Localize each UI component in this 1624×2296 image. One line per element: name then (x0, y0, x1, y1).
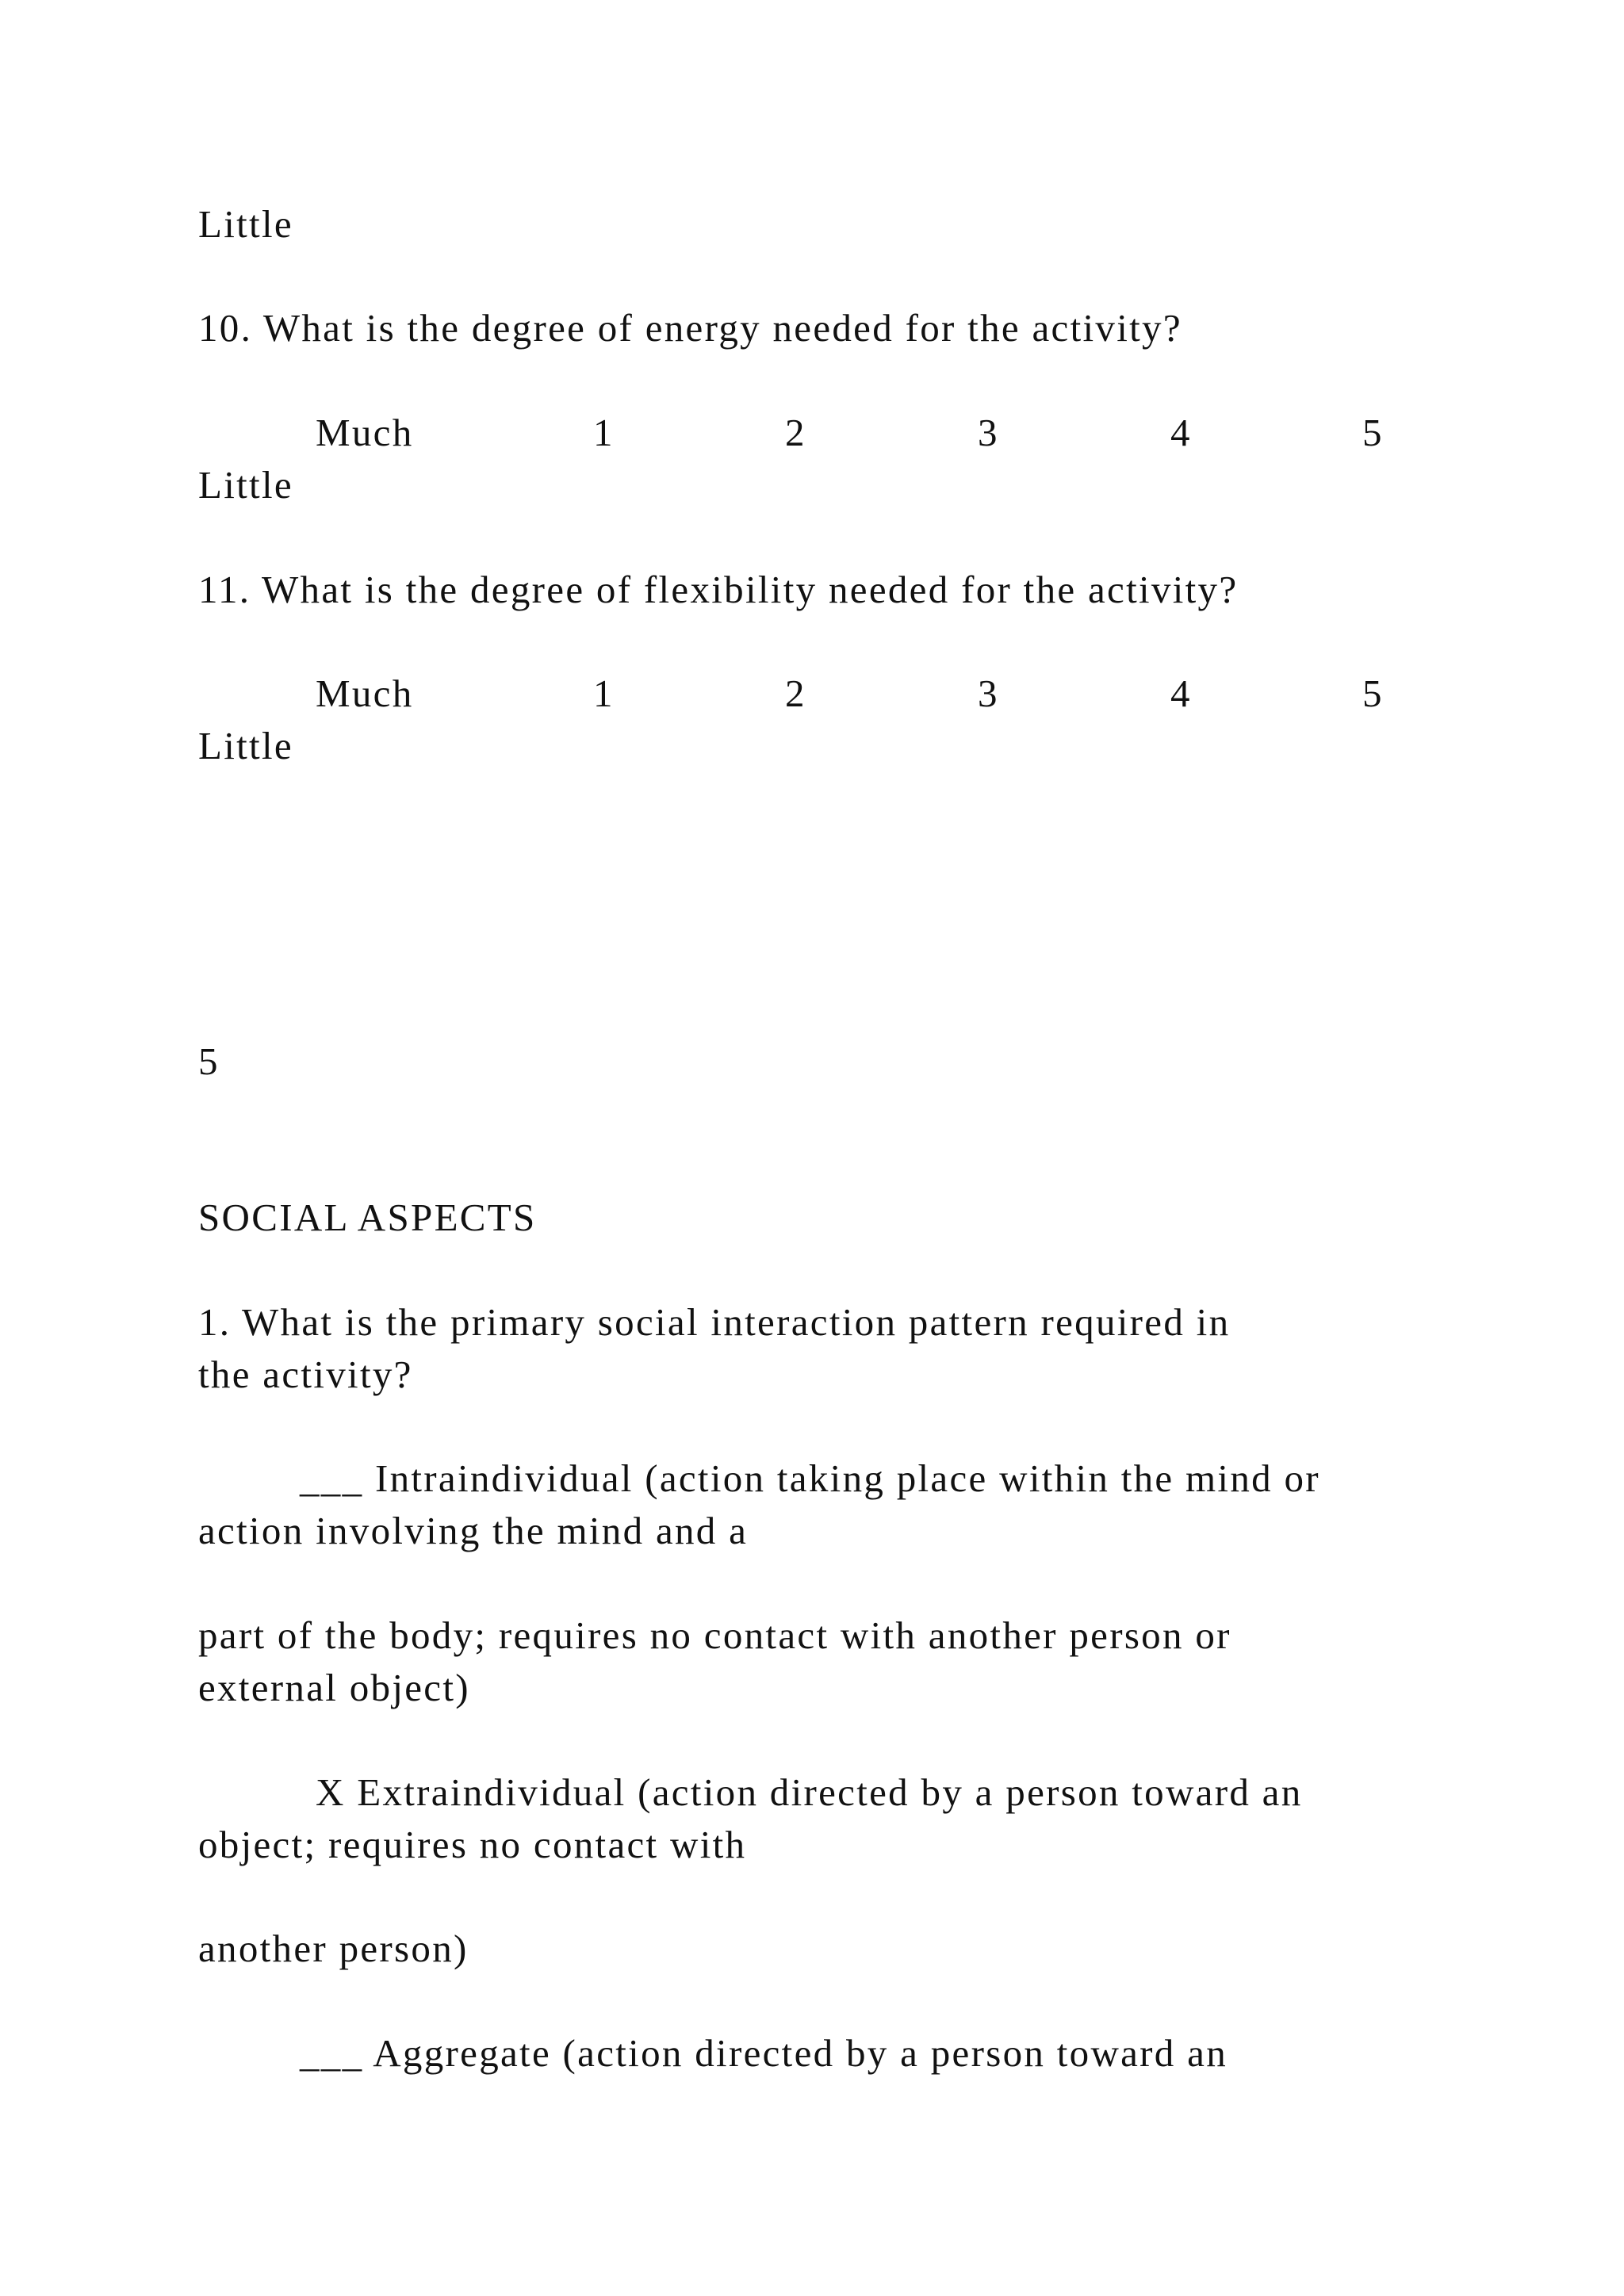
question-11: 11. What is the degree of flexibility needed for the activity? (198, 568, 1239, 611)
option-intraindividual-line-2: action involving the mind and a (198, 1509, 749, 1552)
scale-11-little: Little (198, 724, 293, 767)
option-extraindividual-line-3: another person) (198, 1927, 469, 1970)
option-aggregate-line-1: ___ Aggregate (action directed by a person toward an (300, 2031, 1228, 2075)
scale-10-much: Much (316, 411, 414, 454)
page-number: 5 (198, 1039, 220, 1083)
scale-10-little: Little (198, 463, 293, 507)
question-1-line-2: the activity? (198, 1353, 413, 1396)
option-extraindividual-line-2: object; requires no contact with (198, 1823, 747, 1866)
scale-label-little: Little (198, 202, 293, 246)
scale-10-value-5: 5 (1362, 411, 1382, 454)
scale-11-value-2: 2 (785, 672, 805, 715)
scale-10-value-2: 2 (785, 411, 805, 454)
scale-11-value-4: 4 (1170, 672, 1190, 715)
scale-11-value-5: 5 (1362, 672, 1382, 715)
option-intraindividual-line-4: external object) (198, 1666, 470, 1709)
scale-11-much: Much (316, 672, 414, 715)
scale-10-value-3: 3 (978, 411, 998, 454)
option-intraindividual-line-1: ___ Intraindividual (action taking place within the mind or (300, 1456, 1320, 1500)
option-extraindividual-line-1: X Extraindividual (action directed by a person toward an (316, 1770, 1303, 1814)
question-1-line-1: 1. What is the primary social interaction pattern required in (198, 1300, 1231, 1344)
scale-11-value-1: 1 (593, 672, 613, 715)
option-intraindividual-line-3: part of the body; requires no contact with another person or (198, 1613, 1231, 1657)
section-title: SOCIAL ASPECTS (198, 1196, 537, 1239)
question-10: 10. What is the degree of energy needed for the activity? (198, 306, 1182, 350)
scale-10-value-4: 4 (1170, 411, 1190, 454)
scale-11-value-3: 3 (978, 672, 998, 715)
scale-10-value-1: 1 (593, 411, 613, 454)
